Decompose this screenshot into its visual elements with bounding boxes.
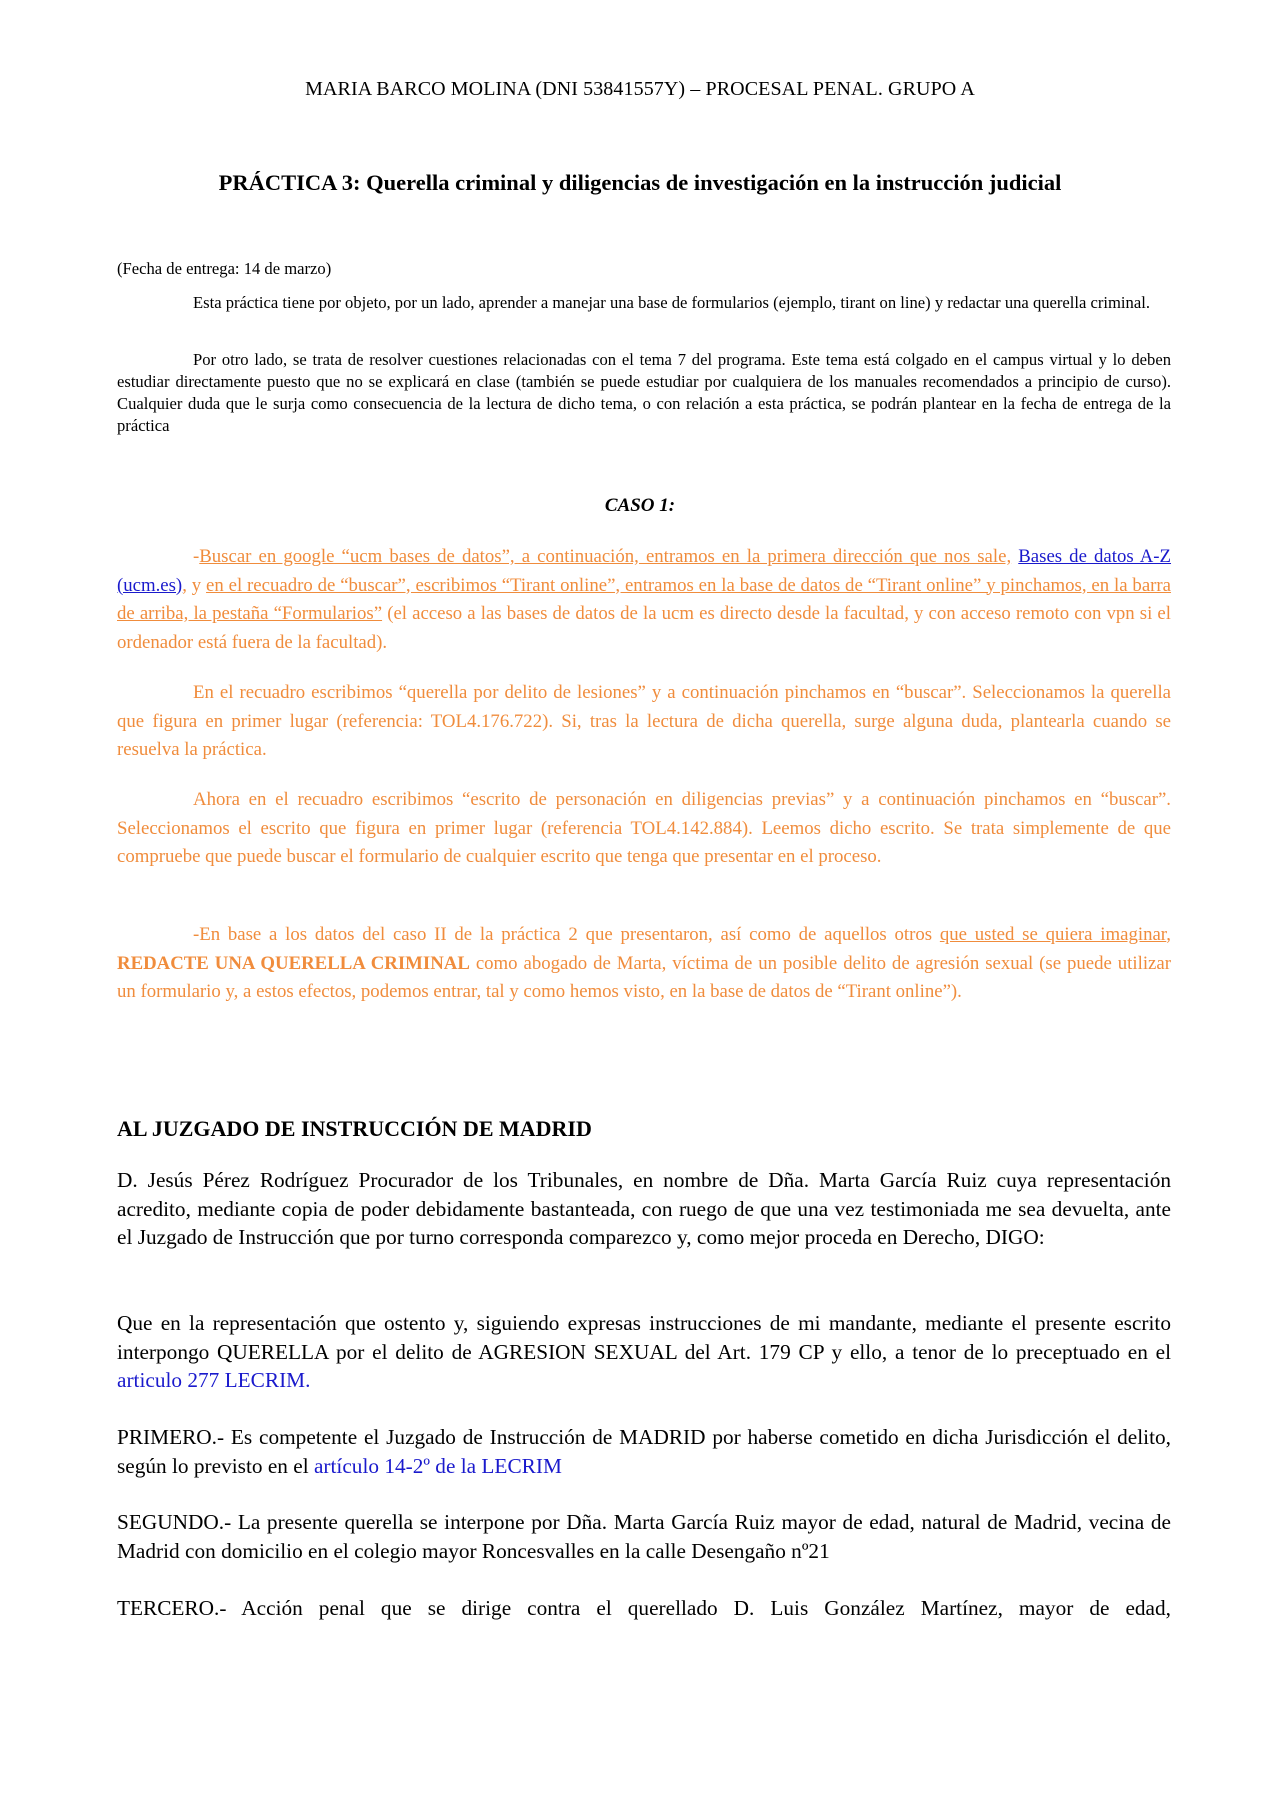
querella-text-2: Que en la representación que ostento y, siguiendo expresas instrucciones de mi mandante, mediante el presente escrito interpongo QUERELLA por el delito de AGRESION SEXUAL del Art. 179 CP y ello, a tenor de lo preceptuado en el xyxy=(117,1311,1171,1364)
dash: - xyxy=(193,546,200,567)
page-title: PRÁCTICA 3: Querella criminal y diligencias de investigación en la instrucción judicial xyxy=(218,170,1062,195)
querella-paragraph-tercero: TERCERO.- Acción penal que se dirige contra el querellado D. Luis González Martínez, mayor de edad, xyxy=(117,1596,1171,1620)
case-paragraph-1 xyxy=(117,543,1171,657)
case-paragraph-3: Ahora en el recuadro escribimos “escrito de personación en diligencias previas” y a continuación pinchamos en “buscar”. Seleccionamos el escrito que figura en primer lugar (referencia TOL4.142.884). Leemos dicho escrito. Se trata simplemente de que compruebe que puede buscar el formulario de cualquier escrito que tenga que presentar en el proceso. xyxy=(117,789,1171,867)
redacte-querella-text: REDACTE UNA QUERELLA CRIMINAL xyxy=(117,952,470,974)
instruction-text-2: en el recuadro de “buscar”, escribimos “Tirant online”, entramos en la base de datos de “Tirant online” y pinchamos, en la barra de arriba, la pestaña “Formularios” xyxy=(117,574,1172,624)
instruction-text-1: Buscar en google “ucm bases de datos”, a continuación, entramos en la primera dirección que nos sale, xyxy=(199,546,1012,567)
querella-paragraph-1: D. Jesús Pérez Rodríguez Procurador de los Tribunales, en nombre de Dña. Marta García Ruiz cuya representación acredito, mediante copia de poder debidamente bastanteada, con ruego de que una vez testimoniada me sea devuelta, ante el Juzgado de Instrucción que por turno corresponda comparezco y, como mejor proceda en Derecho, DIGO: xyxy=(117,1168,1171,1249)
querella-paragraph-primero xyxy=(117,1423,1171,1480)
case-paragraph-2: En el recuadro escribimos “querella por delito de lesiones” y a continuación pinchamos en “buscar”. Seleccionamos la querella que figura en primer lugar (referencia: TOL4.176.722). Si, tras la lectura de dicha querella, surge alguna duda, plantearla cuando se resuelva la práctica. xyxy=(117,682,1171,760)
instruction-text-3: (el acceso a las bases de datos de la ucm es directo desde la facultad, y con acceso remoto con vpn si el ordenador está fuera de la facultad). xyxy=(117,603,1171,653)
articulo-14-link[interactable]: artículo 14-2º de la LECRIM xyxy=(313,1453,562,1478)
querella-paragraph-2 xyxy=(117,1309,1171,1395)
intro-paragraph-2: Por otro lado, se trata de resolver cuestiones relacionadas con el tema 7 del programa. Este tema está colgado en el campus virtual y lo deben estudiar directamente puesto que no se explicará en clase (también se puede estudiar por cualquiera de los manuales recomendados a principio de curso). Cualquier duda que le surja como consecuencia de la lectura de dicho tema, o con relación a esta práctica, se podrán plantear en la fecha de entrega de la práctica xyxy=(117,350,1171,435)
separator-text: , y xyxy=(182,574,202,596)
articulo-277-link[interactable]: articulo 277 LECRIM. xyxy=(117,1368,311,1392)
querella-paragraph-segundo: SEGUNDO.- La presente querella se interpone por Dña. Marta García Ruiz mayor de edad, natural de Madrid, vecina de Madrid con domicilio en el colegio mayor Roncesvalles en la calle Desengaño nº21 xyxy=(117,1510,1171,1563)
instruction-text-4: -En base a los datos del caso II de la práctica 2 que presentaron, así como de aquellos otros xyxy=(193,924,933,945)
instruction-text-underlined: que usted se quiera imaginar xyxy=(939,924,1167,945)
intro-paragraph-1: Esta práctica tiene por objeto, por un lado, aprender a manejar una base de formularios (ejemplo, tirant on line) y redactar una querella criminal. xyxy=(193,293,1150,312)
bases-datos-link[interactable]: Bases de datos A-Z (ucm.es) xyxy=(117,546,1172,596)
querella-title: AL JUZGADO DE INSTRUCCIÓN DE MADRID xyxy=(117,1116,592,1141)
comma: , xyxy=(1166,924,1171,945)
case-paragraph-4 xyxy=(117,921,1171,1007)
instruction-text-5: como abogado de Marta, víctima de un posible delito de agresión sexual (se puede utilizar un formulario y, a estos efectos, podemos entrar, tal y como hemos visto, en la base de datos de “Tirant online”). xyxy=(117,952,1171,1002)
page-header: MARIA BARCO MOLINA (DNI 53841557Y) – PROCESAL PENAL. GRUPO A xyxy=(305,78,975,100)
case-heading: CASO 1: xyxy=(604,495,676,516)
intro-fecha: (Fecha de entrega: 14 de marzo) xyxy=(117,259,332,278)
querella-text-primero: PRIMERO.- Es competente el Juzgado de Instrucción de MADRID por haberse cometido en dicha Jurisdicción el delito, según lo previsto en el xyxy=(117,1425,1171,1478)
